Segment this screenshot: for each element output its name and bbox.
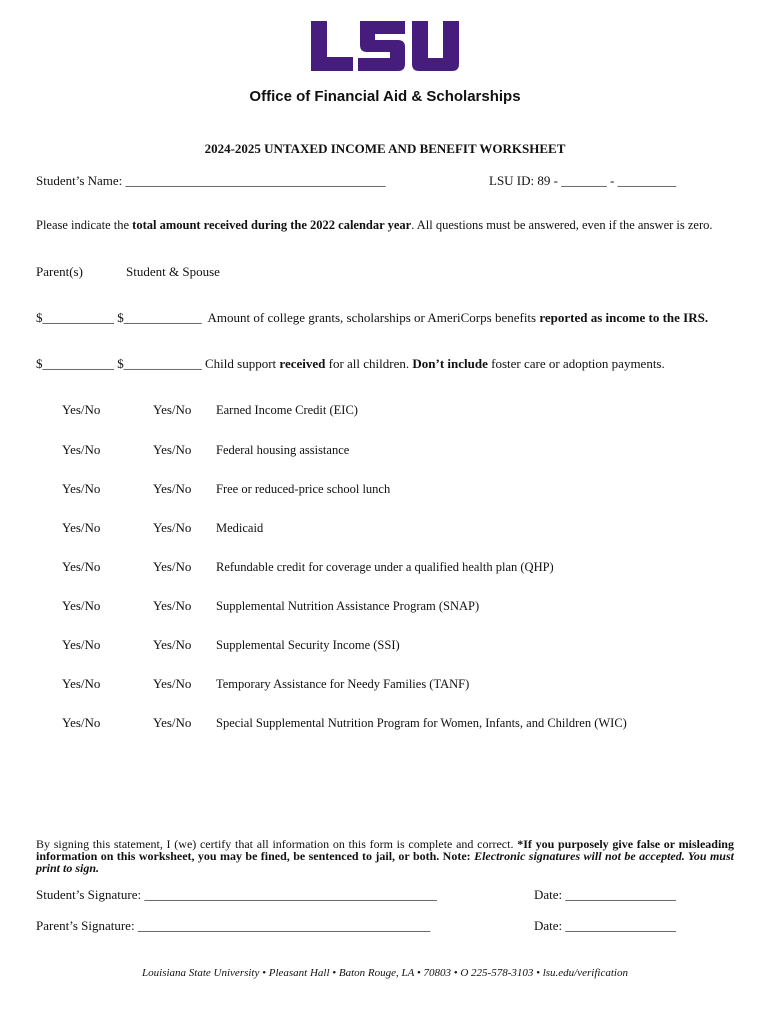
student-date-field[interactable]: _________________ [565,887,676,902]
parent-signature-row [36,918,430,934]
amount-row-child-support [36,356,665,372]
amount-description-middle: for all children. [325,356,413,371]
benefit-label: Federal housing assistance [216,443,350,457]
amount-description-end: foster care or adoption payments. [487,356,665,371]
student-date-row [534,887,676,903]
parent-yes-no[interactable]: Yes/No [62,481,101,496]
student-yes-no[interactable]: Yes/No [153,637,192,652]
parent-date-row [534,918,676,934]
student-name-label: Student’s Name: [36,173,123,188]
student-yes-no[interactable]: Yes/No [153,715,192,730]
student-yes-no[interactable]: Yes/No [153,520,192,535]
instructions-text-end: . All questions must be answered, even if the answer is zero. [411,218,713,232]
benefit-label: Medicaid [216,521,264,535]
student-name-row [36,173,386,189]
lsu-id-field-1[interactable]: _______ [561,173,607,188]
student-yes-no[interactable]: Yes/No [153,442,192,457]
parent-signature-field[interactable]: _____________________________________________ [137,918,431,933]
date-label: Date: [534,918,563,933]
student-signature-label: Student’s Signature: [36,887,142,902]
benefit-label: Refundable credit for coverage under a qualified health plan (QHP) [216,560,554,574]
lsu-id-field-2[interactable]: _________ [617,173,677,188]
student-signature-field[interactable]: _____________________________________________ [144,887,437,902]
form-title: 2024-2025 UNTAXED INCOME AND BENEFIT WORKSHEET [204,141,566,156]
student-name-field[interactable]: ________________________________________ [125,173,386,188]
amount-description-emphasis: received [279,356,326,371]
lsu-logo [311,21,459,71]
instructions-emphasis: total amount received during the 2022 calendar year [132,218,412,232]
footer-address: Louisiana State University • Pleasant Hall • Baton Rouge, LA • 70803 • O 225-578-3103 • lsu.edu/verification [142,967,628,979]
certification-warning: *If you purposely give false or misleading information on this worksheet, you may be fined, be sentenced to jail, or both. Note: [36,837,734,863]
parent-yes-no[interactable]: Yes/No [62,637,101,652]
instructions [36,218,713,233]
student-signature-row [36,887,437,903]
student-yes-no[interactable]: Yes/No [153,481,192,496]
parent-signature-label: Parent’s Signature: [36,918,135,933]
parent-amount-field[interactable]: $___________ [36,310,114,325]
benefit-label: Special Supplemental Nutrition Program for Women, Infants, and Children (WIC) [216,716,627,730]
benefit-label: Earned Income Credit (EIC) [216,403,358,417]
amount-description-emphasis-2: Don’t include [412,356,488,371]
parent-yes-no[interactable]: Yes/No [62,715,101,730]
date-label: Date: [534,887,563,902]
parent-amount-field[interactable]: $___________ [36,356,114,371]
parent-yes-no[interactable]: Yes/No [62,442,101,457]
parent-yes-no[interactable]: Yes/No [62,598,101,613]
amount-description-emphasis: reported as income to the IRS. [539,310,709,325]
column-header-student-spouse: Student & Spouse [126,264,220,279]
parent-yes-no[interactable]: Yes/No [62,520,101,535]
lsu-id-label: LSU ID: 89 - [489,173,558,188]
student-amount-field[interactable]: $____________ [117,310,202,325]
certification-text: By signing this statement, I (we) certify that all information on this form is complete and correct. [36,837,518,851]
benefit-label: Supplemental Nutrition Assistance Program (SNAP) [216,599,480,613]
lsu-id-row [489,173,676,189]
student-yes-no[interactable]: Yes/No [153,559,192,574]
instructions-text: Please indicate the [36,218,133,232]
student-amount-field[interactable]: $____________ [117,356,202,371]
parent-date-field[interactable]: _________________ [565,918,676,933]
student-yes-no[interactable]: Yes/No [153,598,192,613]
amount-description: Amount of college grants, scholarships or AmeriCorps benefits [207,310,540,325]
student-yes-no[interactable]: Yes/No [153,402,192,417]
amount-description: Child support [205,356,280,371]
lsu-id-separator: - [609,173,615,188]
benefit-label: Free or reduced-price school lunch [216,482,391,496]
amount-row-grants [36,310,708,326]
parent-yes-no[interactable]: Yes/No [62,559,101,574]
certification-signature-note: Electronic signatures will not be accepted. You must print to sign. [36,849,734,875]
parent-yes-no[interactable]: Yes/No [62,402,101,417]
column-header-parents: Parent(s) [36,264,83,279]
office-name: Office of Financial Aid & Scholarships [249,88,521,105]
benefit-label: Temporary Assistance for Needy Families (TANF) [216,677,470,691]
benefit-label: Supplemental Security Income (SSI) [216,638,400,652]
parent-yes-no[interactable]: Yes/No [62,676,101,691]
student-yes-no[interactable]: Yes/No [153,676,192,691]
certification-statement [36,838,734,874]
